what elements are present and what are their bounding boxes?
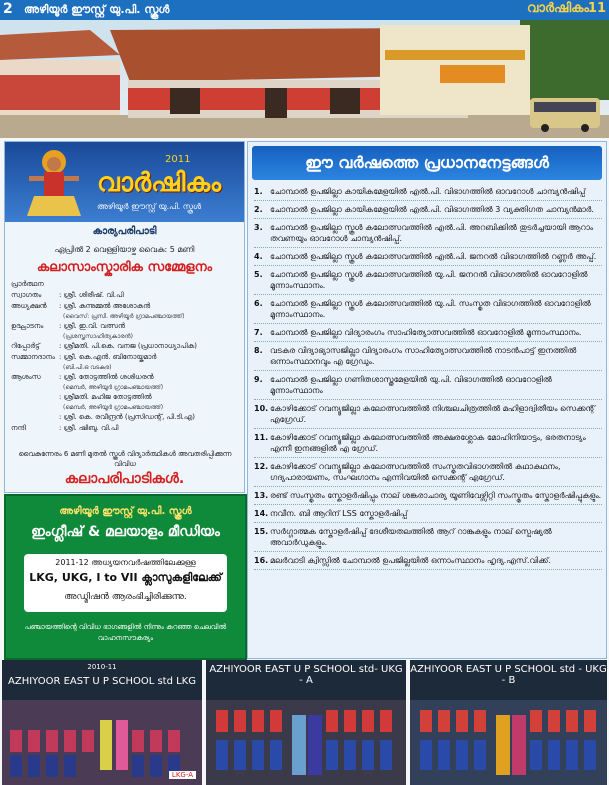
list-item: 16. മലർവാടി ക്വിസ്സിൽ ചോമ്പാൽ ഉപജില്ലയിൽ ഒന്നാംസ്ഥാനം ഹൃദ്യ.എസ്.വിക്ക്. — [254, 553, 602, 570]
list-item: 4. ചോമ്പാൽ ഉപജില്ലാ സ്കൂൾ കലോത്സവത്തിൽ എൽ.പി. ജനറൽ വിഭാഗത്തിൽ റണ്ണർ അപ്പ്. — [254, 249, 602, 266]
list-item: 8. വടകര വിദ്യാഭ്യാസജില്ലാ വിദ്യാരംഗം സാഹിത്യോത്സവത്തിൽ നാടൻപാട്ട് ഇനത്തിൽ ഒന്നാംസ്ഥാനവും എ ഗ്രേഡും. — [254, 343, 602, 371]
programme-row: : ശ്രീ. കെ. രവീന്ദ്രൻ (പ്രസിഡന്റ്, പി.ടി.എ) — [59, 413, 196, 421]
programme-row: അധ്യക്ഷൻ : ശ്രീ. കുന്നുമ്മൽ അശോകൻ — [11, 302, 151, 310]
programme-note: (പ്രശസ്തസാഹിത്യകാരൻ) — [63, 333, 133, 340]
list-item: 13. രണ്ട് സംസ്കൃതം സ്കോളർഷിപ്പും നാല് ശങ്കരാചാര്യ യൂണിവേഴ്സിറ്റി സംസ്കൃതം സ്കോളർഷിപ്പുകളും. — [254, 488, 602, 505]
advert-medium: ഇംഗ്ലീഷ് & മലയാളം മീഡിയം — [31, 524, 220, 540]
list-item: 10. കോഴിക്കോട് റവന്യൂജില്ലാ കലോത്സവത്തിൽ നിശ്ചലചിത്രത്തിൽ മഹിളാദ്വിതീയം സെക്കന്റ് എഗ്രേഡ്. — [254, 401, 602, 429]
programme-note: (ബി.പി.ഒ വടകര) — [63, 364, 112, 371]
advert-classes-line: LKG, UKG, I to VII ക്ലാസുകളിലേക്ക് — [29, 571, 222, 584]
programme-note: (മെമ്പർ, അഴിയൂർ ഗ്രാമപഞ്ചായത്ത്) — [63, 404, 164, 411]
class-photo-ukg-a — [206, 660, 406, 785]
list-item: 14. നവീന. ബി ആറിന് LSS സ്കോളർഷിപ്പ് — [254, 506, 602, 523]
advert-admission-line: അഡ്മിഷൻ ആരംഭിച്ചിരിക്കുന്നു. — [64, 592, 187, 602]
list-item: 1. ചോമ്പാൽ ഉപജില്ലാ കായികമേളയിൽ എൽ.പി. വിഭാഗത്തിൽ ഓവറോൾ ചാമ്പ്യൻഷിപ്പ് — [254, 184, 602, 201]
event-title: കലാസാംസ്കാരിക സമ്മേളനം — [36, 260, 213, 275]
list-item: 12. കോഴിക്കോട് റവന്യൂജില്ലാ കലോത്സവത്തിൽ സംസ്കൃതവിഭാഗത്തിൽ കഥാകഥനം, ഗദ്യപാരായണം, സംഘഗാനം എന്നിവയിൽ സെക്കന്റ് എഗ്രേഡ്. — [254, 459, 602, 487]
photo-title: AZHIYOOR EAST U P SCHOOL std- UKG - A — [209, 664, 403, 686]
header-title: അഴിയൂർ ഈസ്റ്റ് യു.പി. സ്കൂൾ — [24, 3, 170, 16]
students-group-icon — [410, 700, 607, 785]
achievements-list — [254, 184, 602, 571]
programme-row: ഉദ്ഘാടനം : ശ്രീ. ഇ.വി. വത്സൻ — [11, 322, 125, 330]
logo-subtitle: അഴിയൂർ ഈസ്റ്റ് യു.പി. സ്കൂൾ — [97, 202, 202, 211]
anniversary-logo — [5, 142, 244, 222]
photo-title: AZHIYOOR EAST U P SCHOOL std LKG — [8, 676, 196, 687]
students-group-icon — [206, 700, 406, 785]
page-header-bar — [0, 0, 609, 20]
list-item: 7. ചോമ്പാൽ ഉപജില്ലാ വിദ്യാരംഗം സാഹിത്യോത്സവത്തിൽ ഓവറോളിൽ മൂന്നാംസ്ഥാനം. — [254, 325, 602, 342]
programme-row: ആശംസ : ശ്രീ. തോട്ടത്തിൽ ശശിധരൻ — [11, 373, 154, 381]
dancer-illustration-icon — [19, 146, 89, 218]
advert-school-name: അഴിയൂർ ഈസ്റ്റ് യു.പി. സ്കൂൾ — [59, 506, 192, 517]
list-item: 2. ചോമ്പാൽ ഉപജില്ലാ കായികമേളയിൽ എൽ.പി. വിഭാഗത്തിൽ 3 വ്യക്തിഗത ചാമ്പ്യൻമാർ. — [254, 202, 602, 219]
achievements-panel — [247, 141, 607, 659]
list-item: 3. ചോമ്പാൽ ഉപജില്ലാ സ്കൂൾ കലോത്സവത്തിൽ എൽ.പി. അറബിക്കിൽ തുടർച്ചയായി ആറാം തവണയും ഓവറോൾ ചാമ്പ്യൻഷിപ്പ്. — [254, 220, 602, 248]
programme-row: : ശ്രീമതി. മഹിജ തോട്ടത്തിൽ — [59, 393, 152, 401]
cultural-programme-note: വൈകുന്നേരം 6 മണി മുതൽ സ്കൂൾ വിദ്യാർത്ഥികൾ അവതരിപ്പിക്കുന്ന വിവിധ — [18, 450, 232, 468]
achievements-heading: ഈ വർഷത്തെ പ്രധാനനേട്ടങ്ങൾ — [252, 146, 602, 180]
page-number: 2 — [3, 1, 13, 17]
list-item: 15. സർഗ്ഗാത്മക സ്കോളർഷിപ്പ് ദേശീയതലത്തിൽ ആറ് റാങ്കുകളും നാല് സ്പെഷ്യൽ അവാർഡുകളും. — [254, 524, 602, 552]
list-item: 11. കോഴിക്കോട് റവന്യൂജില്ലാ കലോത്സവത്തിൽ അക്ഷരശ്ലോക മോഹിനിയാട്ടം, ഭരതനാട്യം എന്നീ ഇനങ്ങളിൽ എ ഗ്രേഡ്. — [254, 430, 602, 458]
programme-note: (വൈസ്: പ്രസി. അഴിയൂർ ഗ്രാമപഞ്ചായത്ത്) — [63, 313, 185, 320]
programme-row: സമ്മാനദാനം : ശ്രീ. കെ.എൻ. ബിനോയ്കുമാർ — [11, 353, 157, 361]
programme-date: ഏപ്രിൽ 2 വെള്ളിയാഴ്ച വൈകു: 5 മണി — [54, 245, 195, 254]
magazine-name: വാർഷികം — [526, 1, 589, 16]
programme-row: നന്ദി : ശ്രീ. ഷിബു. വി.പി — [11, 424, 119, 432]
photo-caption: LKG-A — [169, 771, 196, 779]
photo-year: 2010-11 — [87, 663, 117, 671]
logo-year: 2011 — [165, 154, 191, 165]
programme-panel — [4, 141, 245, 493]
programme-row: പ്രാർത്ഥന — [11, 280, 44, 288]
list-item: 6. ചോമ്പാൽ ഉപജില്ലാ സ്കൂൾ കലോത്സവത്തിൽ യു.പി. സംസ്കൃത വിഭാഗത്തിൽ ഓവറോളിൽ മൂന്നാംസ്ഥാനം. — [254, 296, 602, 324]
class-photos — [0, 660, 609, 785]
admission-advert — [4, 494, 247, 660]
page-number-right: 11 — [587, 1, 606, 16]
class-photo-ukg-b — [410, 660, 607, 785]
list-item: 5. ചോമ്പാൽ ഉപജില്ലാ സ്കൂൾ കലോത്സവത്തിൽ യു.പി. ജനറൽ വിഭാഗത്തിൽ ഓവറോളിൽ മൂന്നാംസ്ഥാനം. — [254, 267, 602, 295]
list-item: 9. ചോമ്പാൽ ഉപജില്ലാ ഗണിതശാസ്ത്രമേളയിൽ യു.പി. വിഭാഗത്തിൽ ഓവറോളിൽ മൂന്നാംസ്ഥാനം — [254, 372, 602, 400]
class-photo-lkg — [2, 660, 202, 785]
programme-row: സ്വാഗതം : ശ്രീ. ശിരീഷ്. വി.പി — [11, 291, 124, 299]
advert-transport-note: പഞ്ചായത്തിന്റെ വിവിധ ഭാഗങ്ങളിൽ നിന്നും കുറഞ്ഞ ചെലവിൽ വാഹനസൗകര്യം — [24, 623, 227, 642]
programme-list — [11, 280, 239, 435]
school-building-photo — [0, 20, 609, 138]
photo-title: AZHIYOOR EAST U P SCHOOL std - UKG - B — [410, 664, 607, 686]
programme-heading: കാര്യപരിപാടി — [92, 226, 157, 237]
advert-admission-box — [24, 554, 227, 612]
cultural-programme-title: കലാപരിപാടികൾ. — [64, 471, 185, 487]
logo-title: വാർഷികം — [97, 168, 222, 198]
programme-note: (മെമ്പർ, അഴിയൂർ ഗ്രാമപഞ്ചായത്ത്) — [63, 384, 164, 391]
programme-row: റിപ്പോർട്ട് : ശ്രീമതി. പി.കെ. വനജ (പ്രധാനാധ്യാപിക) — [11, 342, 197, 350]
advert-year-line: 2011-12 അധ്യയനവർഷത്തിലേക്കുള്ള — [55, 558, 196, 567]
